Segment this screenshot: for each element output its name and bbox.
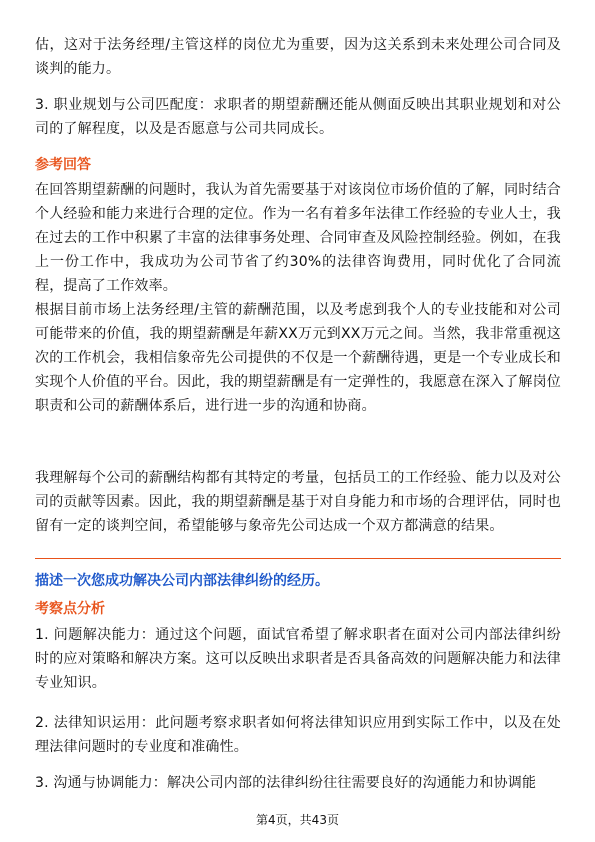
page-number-footer: 第4页，共43页	[256, 813, 339, 827]
intro-continuation-paragraph: 估，这对于法务经理/主管这样的岗位尤为重要，因为这关系到未来处理公司合同及谈判的能力。	[35, 37, 561, 77]
interview-question: 描述一次您成功解决公司内部法律纠纷的经历。	[35, 573, 329, 589]
analysis-point-1: 1. 问题解决能力：通过这个问题，面试官希望了解求职者在面对公司内部法律纠纷时的应对策略和解决方案。这可以反映出求职者是否具备高效的问题解决能力和法律专业知识。	[35, 627, 561, 691]
answer-paragraph-3: 我理解每个公司的薪酬结构都有其特定的考量，包括员工的工作经验、能力以及对公司的贡献等因素。因此，我的期望薪酬是基于对自身能力和市场的合理评估，同时也留有一定的谈判空间，希望能够与象帝先公司达成一个双方都满意的结果。	[35, 470, 561, 534]
analysis-point-3-partial: 3. 沟通与协调能力：解决公司内部的法律纠纷往往需要良好的沟通能力和协调能	[35, 775, 537, 791]
analysis-heading: 考察点分析	[35, 601, 105, 617]
analysis-point-2: 2. 法律知识运用：此问题考察求职者如何将法律知识应用到实际工作中，以及在处理法律问题时的专业度和准确性。	[35, 715, 561, 755]
section-divider	[35, 558, 561, 559]
reference-answer-heading: 参考回答	[35, 157, 91, 173]
answer-paragraph-1: 在回答期望薪酬的问题时，我认为首先需要基于对该岗位市场价值的了解，同时结合个人经验和能力来进行合理的定位。作为一名有着多年法律工作经验的专业人士，我在过去的工作中积累了丰富的法律事务处理、合同审查及风险控制经验。例如，在我上一份工作中，我成功为公司节省了约30%的法律咨询费用，同时优化了合同流程，提高了工作效率。	[35, 182, 561, 294]
answer-paragraph-2: 根据目前市场上法务经理/主管的薪酬范围，以及考虑到我个人的专业技能和对公司可能带来的价值，我的期望薪酬是年薪XX万元到XX万元之间。当然，我非常重视这次的工作机会，我相信象帝先公司提供的不仅是一个薪酬待遇，更是一个专业成长和实现个人价值的平台。因此，我的期望薪酬是有一定弹性的，我愿意在深入了解岗位职责和公司的薪酬体系后，进行进一步的沟通和协商。	[35, 302, 561, 414]
analysis-point-3: 3. 职业规划与公司匹配度：求职者的期望薪酬还能从侧面反映出其职业规划和对公司的了解程度，以及是否愿意与公司共同成长。	[35, 97, 561, 137]
